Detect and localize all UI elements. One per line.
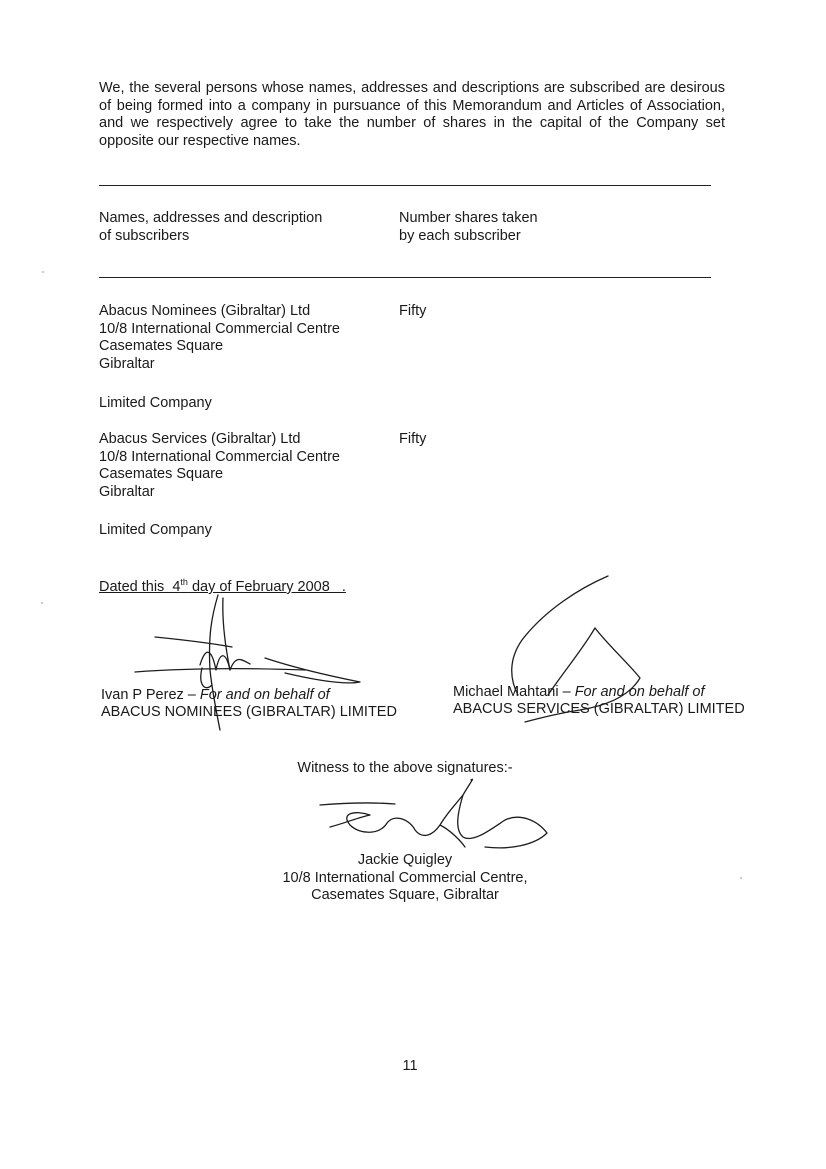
subscriber-address-line: Gibraltar [99, 483, 155, 500]
witness-address-line: Casemates Square, Gibraltar [311, 887, 499, 903]
header-shares [399, 209, 538, 245]
header-shares-line-1: Number shares taken [399, 210, 538, 226]
header-shares-line-2: by each subscriber [399, 228, 521, 244]
subscriber-address-line: Casemates Square [99, 466, 224, 482]
header-rule [99, 277, 711, 278]
intro-paragraph: We, the several persons whose names, addresses and descriptions are subscribed are desirous of being formed into a company in pursuance of this Memorandum and Articles of Association, and we respectively agree to take the number of shares in the capital of the Company set opposite our respective names. [99, 80, 725, 149]
signature-quigley [315, 775, 555, 855]
dated-prefix: Dated this 4 [99, 578, 181, 595]
header-subscribers-line-1: Names, addresses and description [99, 210, 323, 226]
signatory-company: ABACUS NOMINEES (GIBRALTAR) LIMITED [101, 704, 397, 720]
page-number: 11 [402, 1058, 418, 1074]
subscriber-name: Abacus Services (Gibraltar) Ltd [99, 431, 301, 447]
signatory-name: Michael Mahtani – [453, 684, 575, 700]
signatory-role: For and on behalf of [574, 684, 705, 700]
signatory-company: ABACUS SERVICES (GIBRALTAR) LIMITED [453, 701, 745, 717]
signatory-name: Ivan P Perez – [101, 687, 200, 703]
witness-name: Jackie Quigley [357, 852, 453, 868]
subscriber-address-line: Casemates Square [99, 338, 224, 354]
subscriber-2 [99, 431, 340, 501]
witness-heading: Witness to the above signatures:- [297, 760, 513, 776]
subscriber-address-line: Gibraltar [99, 355, 155, 372]
scan-speck [41, 602, 43, 604]
witness-address-line: 10/8 International Commercial Centre, [282, 869, 528, 886]
dated-suffix: day of February 2008 . [187, 578, 346, 595]
subscriber-address-line: 10/8 International Commercial Centre [99, 448, 340, 465]
signatory-1 [101, 687, 397, 721]
dated-ordinal: th [180, 577, 188, 587]
subscriber-name: Abacus Nominees (Gibraltar) Ltd [99, 303, 311, 319]
scan-speck [42, 271, 44, 273]
subscriber-description: Limited Company [99, 522, 212, 538]
scan-speck [740, 877, 742, 879]
subscriber-description: Limited Company [99, 395, 212, 411]
subscriber-shares: Fifty [399, 303, 427, 319]
signatory-2 [453, 684, 745, 718]
header-subscribers-line-2: of subscribers [99, 228, 190, 244]
subscriber-shares: Fifty [399, 431, 427, 447]
subscriber-address-line: 10/8 International Commercial Centre [99, 320, 340, 337]
witness-details [240, 852, 570, 905]
subscriber-1 [99, 303, 340, 373]
header-subscribers [99, 209, 322, 245]
signatory-role: For and on behalf of [199, 687, 330, 703]
top-rule [99, 185, 711, 186]
